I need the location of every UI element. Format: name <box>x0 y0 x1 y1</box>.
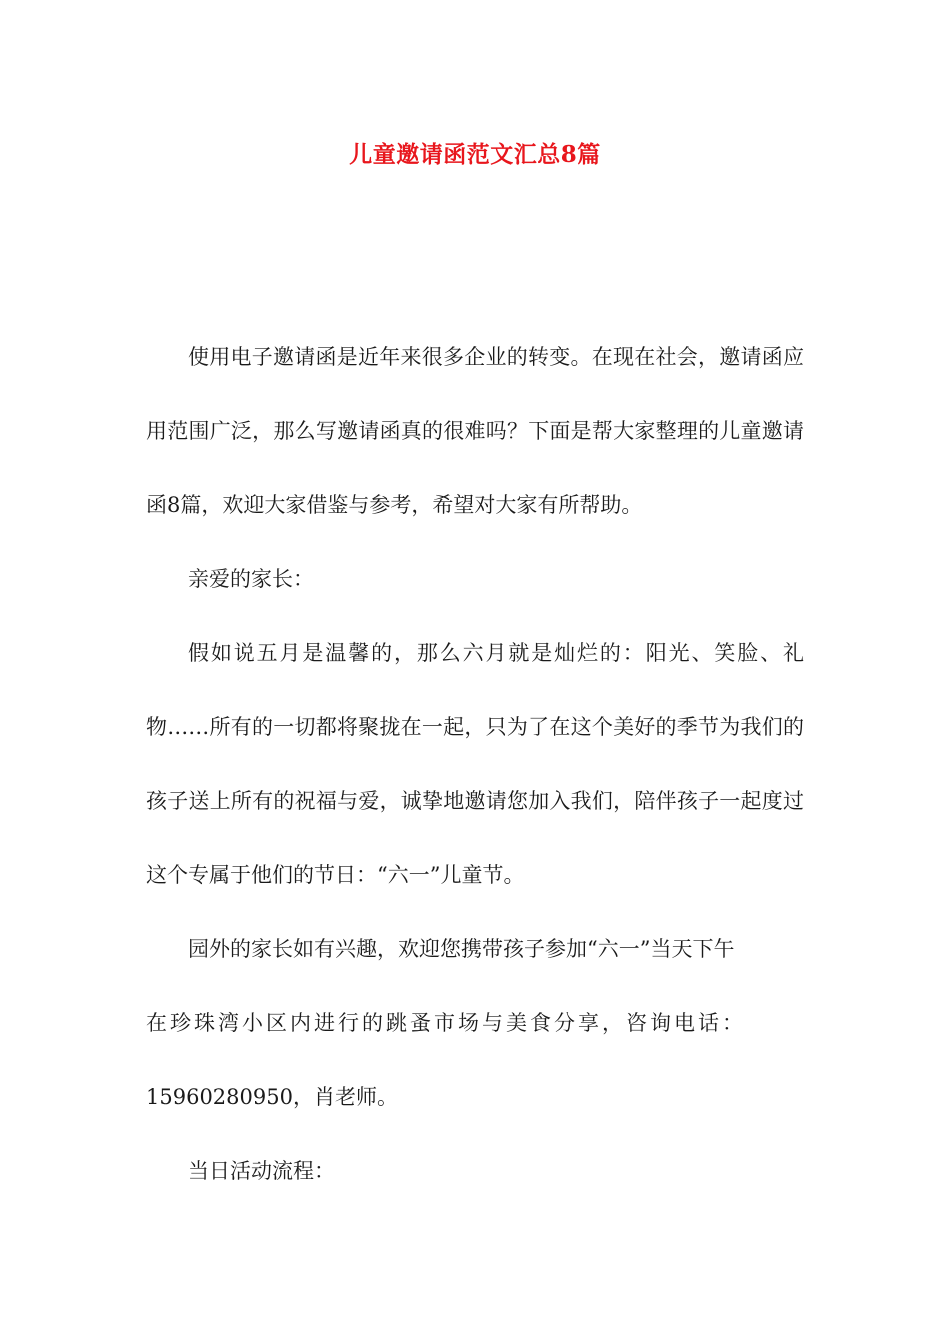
paragraph-intro: 使用电子邀请函是近年来很多企业的转变。在现在社会，邀请函应用范围广泛，那么写邀请函真的很难吗？下面是帮大家整理的儿童邀请函8篇，欢迎大家借鉴与参考，希望对大家有所帮助。 <box>146 345 804 517</box>
paragraph-contact: 15960280950，肖老师。 <box>146 1085 398 1109</box>
paragraph-flea-market: 在珍珠湾小区内进行的跳蚤市场与美食分享，咨询电话： <box>146 1011 746 1035</box>
paragraph-external-parents: 园外的家长如有兴趣，欢迎您携带孩子参加“六一”当天下午 <box>188 937 735 961</box>
paragraph-schedule-heading: 当日活动流程： <box>188 1159 335 1183</box>
document-title: 儿童邀请函范文汇总8篇 <box>349 141 601 168</box>
document-body <box>146 320 804 1208</box>
paragraph-salutation: 亲爱的家长： <box>188 567 314 591</box>
paragraph-invitation: 假如说五月是温馨的，那么六月就是灿烂的：阳光、笑脸、礼物……所有的一切都将聚拢在一起，只为了在这个美好的季节为我们的孩子送上所有的祝福与爱，诚挚地邀请您加入我们，陪伴孩子一起度过这个专属于他们的节日：“六一”儿童节。 <box>146 641 804 887</box>
